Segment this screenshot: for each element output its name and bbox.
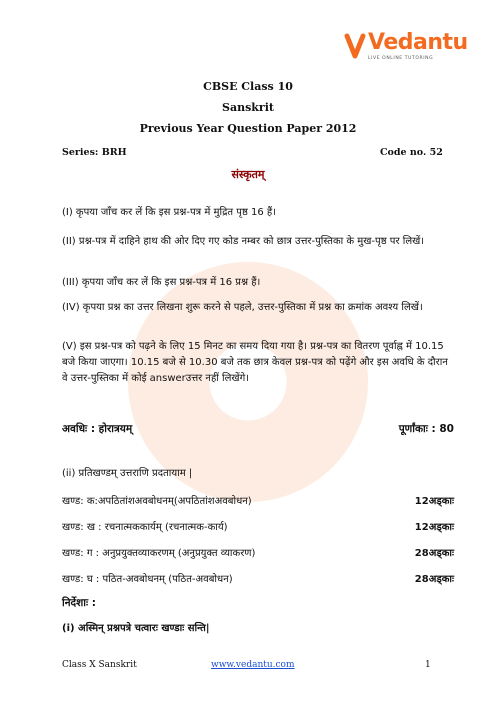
duration-label: अवधिः : होरात्रयम् (62, 423, 133, 435)
section-row (62, 493, 454, 509)
instruction-3: (III) कृपया जाँच कर लें कि इस प्रश्न-पत्र में 16 प्रश्न हैं। (62, 277, 261, 288)
section-row (62, 571, 454, 587)
instruction-1: (I) कृपया जाँच कर लें कि इस प्रश्न-पत्र में मुद्रित पृष्ठ 16 हैं। (62, 207, 277, 218)
title-subject: Sanskrit (222, 101, 274, 114)
section-name: खण्ड: क:अपठितांशअवबोधनम्(अपठितांशअवबोधन) (62, 496, 252, 507)
instruction-2: (II) प्रश्न-पत्र में दाहिने हाथ की ओर दिए गए कोड नम्बर को छात्र उत्तर-पुस्तिका के मुख-पृष्ठ पर लिखें। (62, 236, 425, 247)
sanskrit-title: संस्कृतम् (231, 168, 265, 181)
duration-row (62, 422, 454, 438)
footer-class: Class X Sanskrit (62, 660, 137, 670)
section-name: खण्ड: घ : पठित-अवबोधनम् (पठित-अवबोधन) (62, 574, 233, 585)
title-paper: Previous Year Question Paper 2012 (139, 122, 357, 135)
sub-instruction: (ii) प्रतिखण्डम् उत्तराणि प्रदतायाम | (62, 468, 193, 479)
footer-link-wrap (211, 660, 295, 670)
series-label: Series: BRH (62, 147, 127, 158)
direction-1: (i) अस्मिन् प्रश्नपत्रे चत्वारः खण्डाः सन्ति| (62, 623, 210, 634)
directions-heading: निर्देशाः : (62, 597, 96, 609)
logo-brand: Vedantu (368, 30, 468, 55)
page-number: 1 (425, 660, 431, 670)
section-marks: 28अड्काः (414, 548, 454, 559)
instruction-5: (V) इस प्रश्न-पत्र को पढ़ने के लिए 15 मिनट का समय दिया गया है। प्रश्न-पत्र का वितरण पूर्वाह्न में 10.15 बजे किया जाएगा। 10.15 बजे से 10.30 बजे तक छात्र केवल प्रश्न-पत्र को पढ़ेंगे और इस अवधि के दौरान वे उत्तर-पुस्तिका में कोई answerउत्तर नहीं लिखेंगे। (62, 341, 448, 384)
section-marks: 28अड्काः (414, 574, 454, 585)
section-name: खण्ड: ग : अनुप्रयुक्तव्याकरणम् (अनुप्रयुक्त व्याकरण) (62, 548, 256, 559)
section-row (62, 545, 454, 561)
max-marks-label: पूर्णांकाः : 80 (398, 423, 454, 435)
logo-tagline: LIVE ONLINE TUTORING (368, 56, 434, 61)
footer-website-link[interactable]: www.vedantu.com (211, 660, 295, 670)
title-class: CBSE Class 10 (203, 80, 293, 93)
section-name: खण्ड: ख : रचनात्मककार्यम् (रचनात्मक-कार्य) (62, 522, 228, 533)
section-marks: 12अड्काः (414, 496, 454, 507)
section-marks: 12अड्काः (414, 522, 454, 533)
instruction-4: (IV) कृपया प्रश्न का उत्तर लिखना शुरू करने से पहले, उत्तर-पुस्तिका में प्रश्न का क्रमांक अवश्य लिखें। (62, 302, 423, 313)
code-label: Code no. 52 (380, 147, 443, 158)
section-row (62, 519, 454, 535)
